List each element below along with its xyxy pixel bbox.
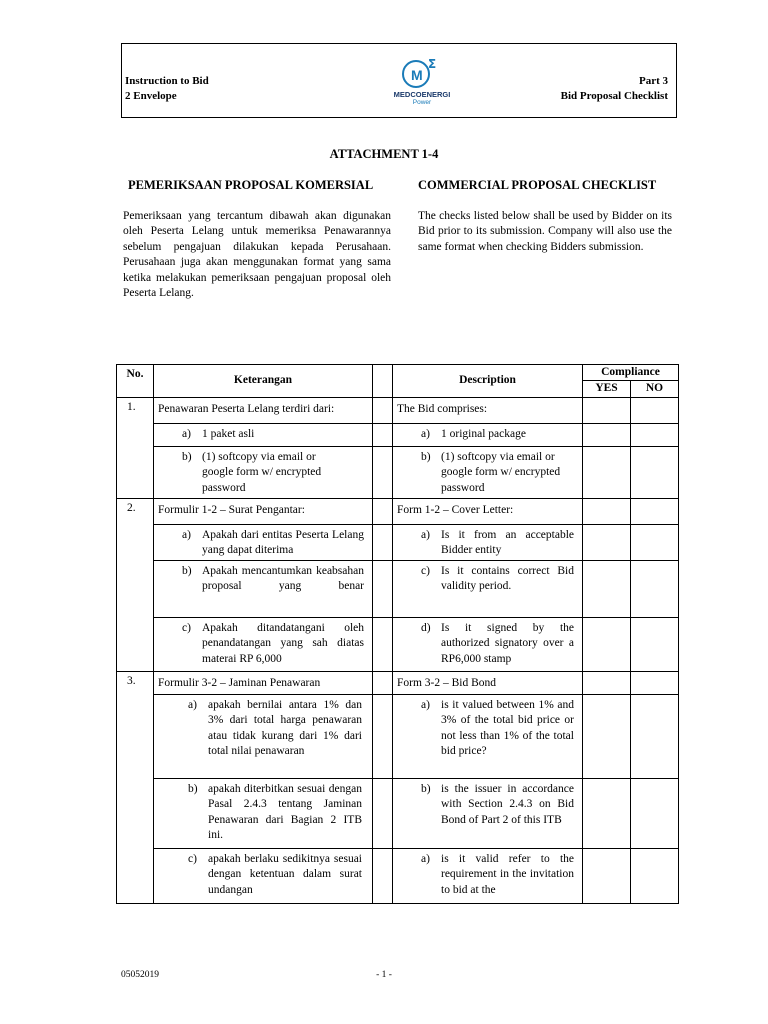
item-label: a) bbox=[188, 698, 197, 711]
svg-text:Σ: Σ bbox=[428, 57, 437, 71]
compliance-yes-cell[interactable] bbox=[583, 848, 631, 903]
compliance-yes-cell[interactable] bbox=[583, 617, 631, 671]
id-item bbox=[154, 778, 373, 848]
id-item bbox=[154, 694, 373, 778]
item-label: b) bbox=[188, 782, 198, 795]
compliance-yes-cell[interactable] bbox=[583, 397, 631, 423]
compliance-yes-cell[interactable] bbox=[583, 671, 631, 694]
spacer-cell bbox=[373, 671, 393, 694]
en-item bbox=[393, 848, 583, 903]
item-label: a) bbox=[421, 427, 430, 440]
compliance-no-cell[interactable] bbox=[631, 423, 679, 446]
item-text: Apakah ditandatangani oleh penandatangan yang sah diatas materai RP 6,000 bbox=[202, 621, 364, 665]
attachment-title: ATTACHMENT 1-4 bbox=[329, 147, 439, 161]
spacer-cell bbox=[373, 365, 393, 398]
en-item bbox=[393, 423, 583, 446]
table-row bbox=[117, 617, 679, 671]
table-row bbox=[117, 560, 679, 617]
item-label: d) bbox=[421, 621, 431, 634]
compliance-yes-cell[interactable] bbox=[583, 498, 631, 524]
spacer-cell bbox=[373, 446, 393, 498]
compliance-yes-cell[interactable] bbox=[583, 524, 631, 560]
footer-date: 05052019 bbox=[121, 970, 159, 980]
compliance-no-cell[interactable] bbox=[631, 498, 679, 524]
id-item bbox=[154, 423, 373, 446]
compliance-no-cell[interactable] bbox=[631, 560, 679, 617]
item-text: Is it signed by the authorized signatory over a RP6,000 stamp bbox=[441, 621, 574, 665]
header-yes: YES bbox=[583, 381, 631, 397]
en-item bbox=[393, 560, 583, 617]
table-row bbox=[117, 671, 679, 694]
id-main-text: Formulir 1-2 – Surat Pengantar: bbox=[154, 498, 373, 524]
row-number: 1. bbox=[117, 397, 154, 498]
item-text: (1) softcopy via email or google form w/ encrypted password bbox=[202, 450, 322, 494]
item-text: 1 original package bbox=[441, 427, 526, 440]
item-text: is it valid refer to the requirement in the invitation to bid at the bbox=[441, 852, 574, 896]
indonesian-paragraph: Pemeriksaan yang tercantum dibawah akan digunakan oleh Peserta Lelang untuk memeriksa Penawarannya sebelum pengajuan dilakukan kepada Perusahaan. Perusahaan juga akan menggunakan format yang sama ketika melakukan pemeriksaan pengajuan proposal oleh Peserta Lelang. bbox=[123, 210, 391, 300]
compliance-yes-cell[interactable] bbox=[583, 423, 631, 446]
header-no: No. bbox=[117, 365, 154, 398]
compliance-no-cell[interactable] bbox=[631, 694, 679, 778]
item-text: (1) softcopy via email or google form w/ encrypted password bbox=[441, 450, 561, 494]
row-number: 2. bbox=[117, 498, 154, 671]
item-label: a) bbox=[182, 427, 191, 440]
item-label: b) bbox=[182, 450, 192, 463]
compliance-no-cell[interactable] bbox=[631, 617, 679, 671]
item-text: apakah bernilai antara 1% dan 3% dari total harga penawaran atau tidak kurang dari 1% dari total nilai penawaran bbox=[208, 698, 362, 758]
item-text: Is it from an acceptable Bidder entity bbox=[441, 528, 574, 557]
header-checklist: Bid Proposal Checklist bbox=[560, 90, 668, 102]
item-text: Apakah dari entitas Peserta Lelang yang dapat diterima bbox=[202, 528, 364, 557]
item-text: apakah diterbitkan sesuai dengan Pasal 2.4.3 tentang Jaminan Penawaran dari Bagian 2 ITB ini. bbox=[208, 782, 362, 842]
table-row bbox=[117, 423, 679, 446]
compliance-yes-cell[interactable] bbox=[583, 446, 631, 498]
english-paragraph: The checks listed below shall be used by Bidder on its Bid prior to its submission. Company will also use the same format when checking Bidders submission. bbox=[418, 210, 672, 253]
header-left bbox=[125, 74, 209, 104]
table-row bbox=[117, 694, 679, 778]
compliance-no-cell[interactable] bbox=[631, 397, 679, 423]
compliance-no-cell[interactable] bbox=[631, 524, 679, 560]
item-label: c) bbox=[421, 564, 430, 577]
svg-text:M: M bbox=[411, 67, 423, 83]
item-text: is the issuer in accordance with Section 2.4.3 on Bid Bond of Part 2 of this ITB bbox=[441, 782, 574, 826]
id-main-text: Formulir 3-2 – Jaminan Penawaran bbox=[154, 671, 373, 694]
item-text: Is it contains correct Bid validity period. bbox=[441, 564, 574, 593]
header-right bbox=[561, 74, 668, 104]
spacer-cell bbox=[373, 694, 393, 778]
header-description: Description bbox=[393, 365, 583, 398]
item-label: a) bbox=[182, 528, 191, 541]
table-row bbox=[117, 848, 679, 903]
compliance-no-cell[interactable] bbox=[631, 778, 679, 848]
footer-page-number: - 1 - bbox=[376, 970, 392, 980]
table-row bbox=[117, 498, 679, 524]
spacer-cell bbox=[373, 560, 393, 617]
header-no-compliance: NO bbox=[631, 381, 679, 397]
en-item bbox=[393, 617, 583, 671]
logo-text: MEDCOENERGI bbox=[393, 90, 451, 99]
table-row bbox=[117, 446, 679, 498]
item-label: c) bbox=[182, 621, 191, 634]
spacer-cell bbox=[373, 617, 393, 671]
id-item bbox=[154, 524, 373, 560]
en-main-text: Form 3-2 – Bid Bond bbox=[393, 671, 583, 694]
compliance-no-cell[interactable] bbox=[631, 671, 679, 694]
compliance-no-cell[interactable] bbox=[631, 848, 679, 903]
compliance-yes-cell[interactable] bbox=[583, 694, 631, 778]
spacer-cell bbox=[373, 397, 393, 423]
item-text: is it valued between 1% and 3% of the total bid price or not less than 1% of the total bid price? bbox=[441, 698, 574, 758]
header-part: Part 3 bbox=[638, 75, 668, 87]
header-envelope: 2 Envelope bbox=[125, 90, 177, 102]
logo-subtext: Power bbox=[412, 99, 432, 106]
table-header-row bbox=[117, 365, 679, 381]
item-label: a) bbox=[421, 528, 430, 541]
header-instruction: Instruction to Bid bbox=[125, 75, 209, 87]
id-item bbox=[154, 446, 373, 498]
id-main-text: Penawaran Peserta Lelang terdiri dari: bbox=[154, 397, 373, 423]
en-main-text: Form 1-2 – Cover Letter: bbox=[393, 498, 583, 524]
item-label: b) bbox=[182, 564, 192, 577]
item-label: a) bbox=[421, 852, 430, 865]
id-item bbox=[154, 848, 373, 903]
indonesian-heading: PEMERIKSAAN PROPOSAL KOMERSIAL bbox=[128, 178, 374, 192]
item-label: c) bbox=[188, 852, 197, 865]
en-main-text: The Bid comprises: bbox=[393, 397, 583, 423]
item-label: b) bbox=[421, 450, 431, 463]
spacer-cell bbox=[373, 848, 393, 903]
en-item bbox=[393, 778, 583, 848]
compliance-yes-cell[interactable] bbox=[583, 778, 631, 848]
id-item bbox=[154, 617, 373, 671]
english-heading: COMMERCIAL PROPOSAL CHECKLIST bbox=[418, 178, 657, 192]
spacer-cell bbox=[373, 498, 393, 524]
item-text: 1 paket asli bbox=[202, 427, 255, 440]
en-item bbox=[393, 446, 583, 498]
medcoenergi-logo bbox=[382, 54, 462, 114]
header-keterangan: Keterangan bbox=[154, 365, 373, 398]
spacer-cell bbox=[373, 778, 393, 848]
checklist-table bbox=[116, 364, 679, 904]
spacer-cell bbox=[373, 524, 393, 560]
item-label: a) bbox=[421, 698, 430, 711]
header-compliance: Compliance bbox=[583, 365, 679, 381]
document-header bbox=[121, 43, 677, 118]
table-row bbox=[117, 524, 679, 560]
item-text: Apakah mencantumkan keabsahan proposal yang benar bbox=[202, 564, 364, 593]
item-label: b) bbox=[421, 782, 431, 795]
id-item bbox=[154, 560, 373, 617]
spacer-cell bbox=[373, 423, 393, 446]
compliance-no-cell[interactable] bbox=[631, 446, 679, 498]
table-row bbox=[117, 397, 679, 423]
en-item bbox=[393, 524, 583, 560]
item-text: apakah berlaku sedikitnya sesuai dengan ketentuan dalam surat undangan bbox=[208, 852, 362, 896]
table-row bbox=[117, 778, 679, 848]
en-item bbox=[393, 694, 583, 778]
compliance-yes-cell[interactable] bbox=[583, 560, 631, 617]
row-number: 3. bbox=[117, 671, 154, 903]
